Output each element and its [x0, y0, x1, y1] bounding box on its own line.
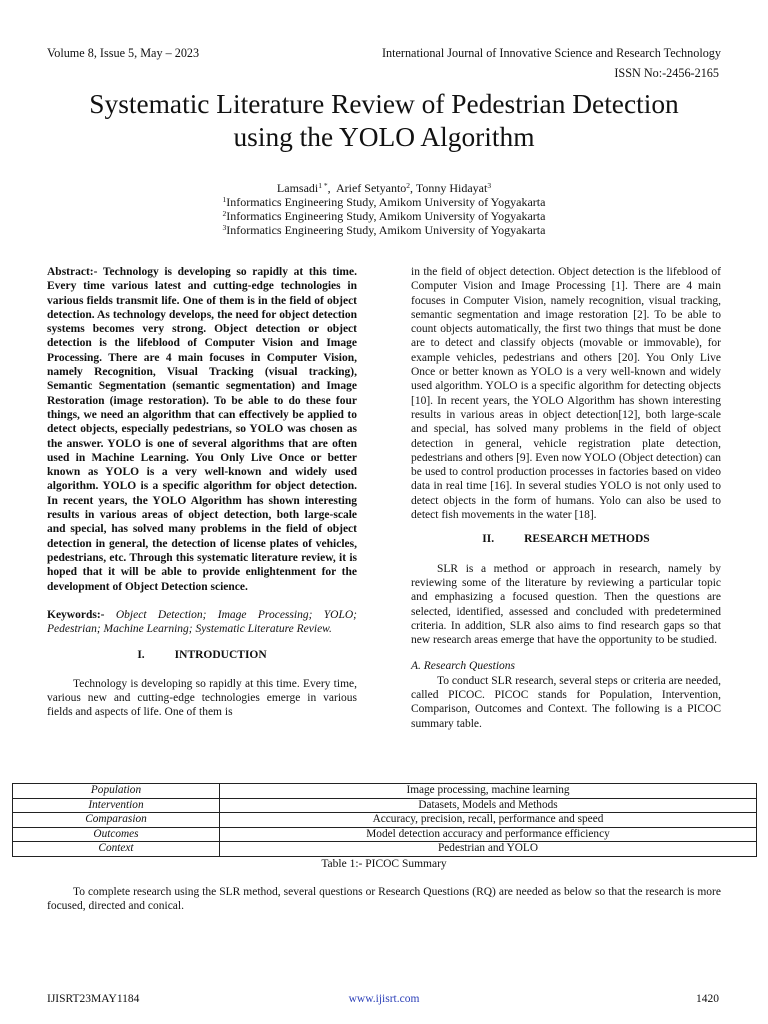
title-line-1: Systematic Literature Review of Pedestrian Detection: [89, 89, 679, 119]
keywords-text: Object Detection; Image Processing; YOLO; Pedestrian; Machine Learning; Systematic Literature Review.: [47, 608, 358, 636]
methods-text: SLR is a method or approach in research, namely by reviewing some of the literature by reviewing a particular topic and emphasizing a focused question. Then the questions are selected, identified, assessed and concluded with predetermined criteria. In addition, SLR also aims to find research gaps so that new research areas emerge that have the opportunity to be studied.: [411, 562, 721, 647]
section-methods-heading: II. RESEARCH METHODS: [482, 533, 650, 546]
table-row: Outcomes Model detection accuracy and performance efficiency: [13, 827, 757, 842]
author-3-sup: 3: [487, 181, 492, 190]
journal-issn: ISSN No:-2456-2165: [614, 66, 719, 80]
picoc-table: [12, 783, 757, 857]
author-1: Lamsadi: [276, 181, 319, 195]
affiliation-3: $^3$Informatics Engineering Study, Amikom University of Yogyakarta: [222, 223, 546, 237]
research-questions-text: To conduct SLR research, several steps or criteria are needed, called PICOC. PICOC stands for Population, Intervention, Comparison, Outcomes and Context. The following is a PICOC summary table.: [411, 674, 721, 730]
journal-name: International Journal of Innovative Science and Research Technology: [381, 46, 721, 60]
table-row: Comparasion Accuracy, precision, recall, performance and speed: [13, 813, 757, 828]
section-introduction-heading: I. INTRODUCTION: [137, 649, 267, 662]
keywords-label: Keywords:-: [47, 608, 105, 621]
author-3: Tonny Hidayat: [415, 181, 488, 195]
journal-volume: Volume 8, Issue 5, May – 2023: [47, 46, 200, 60]
table-row: Context Pedestrian and YOLO: [13, 842, 757, 857]
footer-website-link[interactable]: www.ijisrt.com: [348, 993, 420, 1005]
introduction-text: Technology is developing so rapidly at this time. Every time, various new and cutting-edge technologies emerge in various fields and aspects of life. One of them is: [47, 677, 357, 719]
affiliation-1: $^1$Informatics Engineering Study, Amikom University of Yogyakarta: [222, 195, 546, 209]
abstract: Abstract:- Technology is developing so rapidly at this time. Every time various latest and cutting-edge technologies in various fields transmit life. One of them is in the field of object detection. As technology develops, the need for object detection systems becomes very strong. Object detection or object detection is the lifeblood of Computer Vision and Image Processing. There are 4 main focuses in Computer Vision, namely Recognition, Visual Tracking (visual tracking), Semantic Segmentation (semantic segmentation) and Image Restoration (image restoration). To be able to do these four things, we need an algorithm that can effectively be applied to detect objects, especially pedestrians, so YOLO was chosen as the answer. YOLO is one of several algorithms that are often used in Machine Learning. You Only Live Once or better known as YOLO is a very well-known and widely used algorithm. YOLO is a specific algorithm for object detection. In recent years, the YOLO Algorithm has shown interesting results in various areas of object detection, both large-scale and special, has solved many problems in the field of object detection in general, the detection of license plates of vehicles, pedestrians, etc. Through this systematic literature review, it is hoped that it will be able to provide enlightenment for the development of Object Detection science.: [47, 266, 357, 593]
title-line-2: using the YOLO Algorithm: [233, 122, 535, 152]
author-1-sup: 1 *: [318, 181, 328, 190]
affiliation-2: $^2$Informatics Engineering Study, Amikom University of Yogyakarta: [222, 209, 546, 223]
table-caption: Table 1:- PICOC Summary: [321, 858, 447, 870]
author-2: Arief Setyanto: [335, 181, 407, 195]
keywords: [47, 608, 357, 637]
author-2-sup: 2: [406, 181, 411, 190]
introduction-continued: in the field of object detection. Object detection is the lifeblood of Computer Vision and Image Processing [1]. There are 4 main focuses in Computer Vision, namely recognition, visual tracking, semantic segmentation and image restoration [2]. To be able to count objects automatically, the first two things that must be done are to detect and classify objects (movable or immovable), for example vehicles, pedestrians and others [20]. You Only Live Once or better known as YOLO is a very well-known and widely used algorithm. YOLO is a specific algorithm for detecting objects [10]. In recent years, the YOLO Algorithm has shown interesting results in various areas in object detection[12], both large-scale and special, has solved many problems in the field of object detection in general, vehicle registration plate detection, pedestrians and others [9]. Even now YOLO (Object detection) can be used to control production processes in factories based on video data in real time [16]. In several studies YOLO is not only used to detect objects in the form of humans. Yolo can also be used to detect fish movements in the water [18].: [411, 266, 721, 522]
right-column: [411, 265, 721, 731]
subsection-research-questions: A. Research Questions: [411, 660, 516, 673]
paper-title: [20, 88, 748, 154]
footer-page-number: 1420: [696, 993, 719, 1005]
left-column: [47, 265, 357, 720]
closing-paragraph: To complete research using the SLR method, several questions or Research Questions (RQ) are needed as below so that the research is more focused, directed and conical.: [47, 886, 721, 913]
authors: Lamsadi$^{1 *}$, Arief Setyanto$^2$, Tonny Hidayat$^3$: [276, 181, 492, 195]
footer-paper-id: IJISRT23MAY1184: [47, 993, 140, 1005]
table-row: Intervention Datasets, Models and Methods: [13, 798, 757, 813]
table-row: Population Image processing, machine learning: [13, 784, 757, 799]
